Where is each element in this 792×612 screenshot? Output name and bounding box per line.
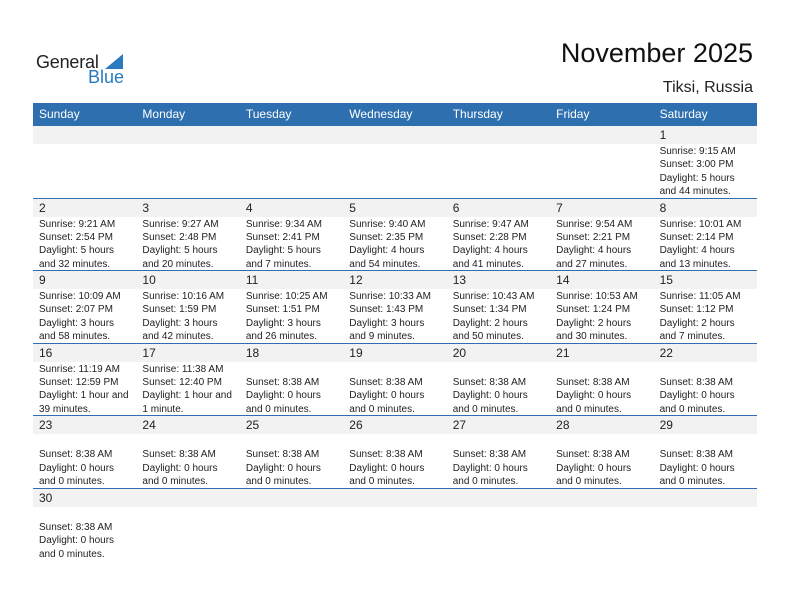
- daylight-minutes-text: and 9 minutes.: [349, 331, 415, 343]
- day-info: [654, 144, 757, 199]
- day-cell: [550, 199, 653, 272]
- day-info: [240, 362, 343, 417]
- day-info: [240, 289, 343, 344]
- sunset-text: [142, 158, 239, 171]
- daylight-text: Daylight: 4 hours: [349, 245, 425, 257]
- sunset-text: Sunset: 2:07 PM: [39, 304, 113, 316]
- weekday-wednesday: Wednesday: [349, 107, 413, 121]
- sunset-text: Sunset: 8:38 AM: [452, 449, 527, 461]
- sunset-text: Sunset: 2:41 PM: [245, 231, 320, 243]
- sunset-text: Sunset: 8:38 AM: [556, 449, 630, 461]
- sunrise-text: [349, 435, 446, 448]
- daylight-minutes-text: and 26 minutes.: [245, 331, 318, 343]
- sunset-text: Sunset: 8:38 AM: [39, 449, 113, 461]
- day-number: 1: [654, 126, 757, 144]
- weekday-sunday: Sunday: [39, 107, 80, 121]
- day-info: [343, 289, 446, 344]
- day-cell: [343, 489, 446, 562]
- daylight-text: [453, 172, 550, 185]
- daylight-minutes-text: and 30 minutes.: [556, 331, 628, 343]
- week-row: [33, 344, 757, 417]
- daylight-minutes-text: and 0 minutes.: [349, 476, 415, 488]
- day-cell: [343, 126, 446, 199]
- sunset-text: Sunset: 1:43 PM: [349, 304, 424, 316]
- daylight-text: [246, 172, 343, 185]
- day-number: [447, 489, 550, 507]
- day-cell: [654, 271, 757, 344]
- daylight-text: Daylight: 0 hours: [349, 390, 425, 402]
- day-number: [343, 489, 446, 507]
- weekday-monday: Monday: [142, 107, 186, 121]
- day-info: [240, 144, 343, 199]
- sunrise-text: Sunrise: 10:16 AM: [142, 291, 225, 302]
- day-cell: [550, 344, 653, 417]
- sunrise-text: Sunrise: 10:43 AM: [452, 291, 535, 302]
- daylight-minutes-text: and 32 minutes.: [39, 258, 111, 270]
- daylight-minutes-text: and 0 minutes.: [452, 403, 519, 415]
- day-cell: [136, 489, 239, 562]
- daylight-minutes-text: and 50 minutes.: [452, 331, 524, 343]
- sunrise-text: Sunrise: 11:05 AM: [659, 291, 741, 302]
- daylight-minutes-text: and 0 minutes.: [245, 476, 312, 488]
- day-number: 6: [447, 199, 550, 217]
- day-cell: [550, 126, 653, 199]
- day-number: [550, 126, 653, 144]
- sunrise-text: Sunrise: 10:25 AM: [245, 291, 328, 302]
- day-info: [343, 217, 446, 272]
- day-number: 10: [136, 271, 239, 289]
- week-row: [33, 489, 757, 562]
- day-number: 22: [654, 344, 757, 362]
- sunrise-text: [453, 145, 550, 158]
- weekday-thursday: Thursday: [452, 107, 503, 121]
- day-cell: [550, 271, 653, 344]
- day-cell: [33, 344, 136, 417]
- day-number: 28: [550, 416, 653, 434]
- day-info: [343, 362, 446, 417]
- day-number: 7: [550, 199, 653, 217]
- day-info: [447, 144, 550, 199]
- logo-word-blue: Blue: [88, 67, 125, 87]
- weekday-header: [33, 103, 757, 126]
- day-cell: [343, 344, 446, 417]
- day-cell: [240, 344, 343, 417]
- sunset-text: Sunset: 2:54 PM: [39, 231, 113, 243]
- sunrise-text: [39, 508, 136, 521]
- day-info: [447, 217, 550, 272]
- daylight-text: Daylight: 0 hours: [452, 462, 528, 474]
- sunrise-text: [39, 145, 136, 158]
- daylight-text: Daylight: 3 hours: [142, 317, 218, 329]
- daylight-minutes-text: and 42 minutes.: [142, 331, 214, 343]
- sunrise-text: [453, 363, 550, 376]
- day-number: 13: [447, 271, 550, 289]
- day-cell: [550, 416, 653, 489]
- day-cell: [240, 126, 343, 199]
- daylight-text: Daylight: 3 hours: [349, 317, 425, 329]
- sunset-text: Sunset: 8:38 AM: [659, 376, 733, 388]
- day-number: [136, 489, 239, 507]
- sunset-text: Sunset: 2:21 PM: [556, 231, 631, 243]
- day-cell: [240, 489, 343, 562]
- day-info: [240, 434, 343, 489]
- daylight-text: Daylight: 0 hours: [39, 462, 115, 474]
- day-number: 5: [343, 199, 446, 217]
- daylight-text: Daylight: 5 hours: [245, 245, 321, 257]
- sunrise-text: Sunrise: 9:21 AM: [39, 218, 116, 230]
- sunset-text: Sunset: 1:12 PM: [659, 304, 734, 316]
- daylight-minutes-text: [246, 185, 343, 198]
- day-info: [654, 217, 757, 272]
- daylight-minutes-text: and 0 minutes.: [39, 476, 105, 488]
- day-cell: [136, 344, 239, 417]
- day-info: [654, 362, 757, 417]
- week-row: [33, 271, 757, 344]
- day-info: [654, 289, 757, 344]
- day-number: 19: [343, 344, 446, 362]
- daylight-text: [349, 172, 446, 185]
- day-info: [33, 217, 136, 272]
- daylight-text: Daylight: 0 hours: [659, 390, 735, 402]
- daylight-text: [556, 172, 653, 185]
- day-number: [136, 126, 239, 144]
- day-cell: [33, 126, 136, 199]
- daylight-text: Daylight: 5 hours: [142, 245, 218, 257]
- day-cell: [343, 271, 446, 344]
- day-number: [447, 126, 550, 144]
- daylight-text: Daylight: 0 hours: [142, 462, 218, 474]
- day-info: [550, 362, 653, 417]
- weeks-container: [33, 126, 757, 561]
- sunrise-text: [349, 145, 446, 158]
- sunrise-text: [556, 363, 653, 376]
- daylight-text: Daylight: 0 hours: [452, 390, 528, 402]
- daylight-text: Daylight: 4 hours: [659, 245, 735, 257]
- daylight-minutes-text: and 0 minutes.: [349, 403, 415, 415]
- sunset-text: Sunset: 12:40 PM: [142, 376, 222, 388]
- sunrise-text: Sunrise: 9:40 AM: [349, 218, 426, 230]
- day-cell: [654, 344, 757, 417]
- day-number: 12: [343, 271, 446, 289]
- sunset-text: Sunset: 8:38 AM: [39, 521, 113, 533]
- sunset-text: Sunset: 8:38 AM: [349, 449, 423, 461]
- sunrise-text: [556, 145, 653, 158]
- sunrise-text: Sunrise: 9:54 AM: [556, 218, 633, 230]
- sunrise-text: [349, 363, 446, 376]
- day-cell: [447, 199, 550, 272]
- day-info: [33, 362, 136, 417]
- day-info: [343, 434, 446, 489]
- day-number: 20: [447, 344, 550, 362]
- sunset-text: [556, 158, 653, 171]
- sunset-text: Sunset: 1:24 PM: [556, 304, 631, 316]
- day-number: 16: [33, 344, 136, 362]
- sunrise-text: [246, 363, 343, 376]
- daylight-text: [142, 172, 239, 185]
- daylight-text: Daylight: 2 hours: [452, 317, 528, 329]
- day-info: [136, 144, 239, 199]
- sunset-text: Sunset: 8:38 AM: [142, 449, 216, 461]
- daylight-minutes-text: and 20 minutes.: [142, 258, 214, 270]
- daylight-minutes-text: and 0 minutes.: [556, 476, 622, 488]
- day-number: 15: [654, 271, 757, 289]
- day-number: [550, 489, 653, 507]
- sunrise-text: [142, 435, 239, 448]
- day-info: [654, 434, 757, 489]
- day-cell: [447, 416, 550, 489]
- day-cell: [240, 199, 343, 272]
- day-number: 4: [240, 199, 343, 217]
- calendar-grid: [33, 103, 757, 561]
- day-info: [33, 289, 136, 344]
- day-cell: [136, 126, 239, 199]
- sunset-text: Sunset: 2:48 PM: [142, 231, 217, 243]
- daylight-minutes-text: and 0 minutes.: [556, 403, 622, 415]
- day-number: 25: [240, 416, 343, 434]
- day-number: 9: [33, 271, 136, 289]
- sunset-text: Sunset: 1:34 PM: [452, 304, 527, 316]
- day-number: 24: [136, 416, 239, 434]
- day-cell: [136, 271, 239, 344]
- daylight-minutes-text: and 0 minutes.: [245, 403, 312, 415]
- sunset-text: Sunset: 8:38 AM: [245, 449, 320, 461]
- day-number: [33, 126, 136, 144]
- weekday-saturday: Saturday: [659, 107, 708, 121]
- sunset-text: Sunset: 2:35 PM: [349, 231, 424, 243]
- day-info: [447, 362, 550, 417]
- daylight-text: Daylight: 2 hours: [659, 317, 735, 329]
- day-info: [550, 289, 653, 344]
- day-number: 26: [343, 416, 446, 434]
- daylight-minutes-text: [453, 185, 550, 198]
- day-info: [136, 362, 239, 417]
- day-cell: [33, 271, 136, 344]
- day-cell: [654, 199, 757, 272]
- day-info: [550, 144, 653, 199]
- sunset-text: [246, 158, 343, 171]
- day-info: [136, 289, 239, 344]
- daylight-minutes-text: and 0 minutes.: [659, 476, 726, 488]
- sunrise-text: [142, 145, 239, 158]
- location-label: Tiksi, Russia: [662, 79, 753, 96]
- sunset-text: Sunset: 8:38 AM: [245, 376, 320, 388]
- day-number: [240, 489, 343, 507]
- sunrise-text: [246, 435, 343, 448]
- week-row: [33, 126, 757, 199]
- day-cell: [447, 489, 550, 562]
- sunset-text: [349, 158, 446, 171]
- sunrise-text: Sunrise: 9:15 AM: [659, 146, 736, 157]
- daylight-minutes-text: [142, 185, 239, 198]
- daylight-minutes-text: 1 minute.: [142, 403, 184, 415]
- sunset-text: Sunset: 3:00 PM: [659, 159, 734, 171]
- day-cell: [550, 489, 653, 562]
- sunset-text: Sunset: 8:38 AM: [556, 376, 630, 388]
- day-info: [550, 217, 653, 272]
- day-info: [136, 434, 239, 489]
- sunrise-text: Sunrise: 10:09 AM: [39, 291, 121, 302]
- daylight-minutes-text: [39, 185, 136, 198]
- daylight-text: Daylight: 0 hours: [659, 462, 735, 474]
- sunset-text: Sunset: 8:38 AM: [452, 376, 527, 388]
- sunrise-text: Sunrise: 10:53 AM: [556, 291, 638, 302]
- daylight-text: Daylight: 4 hours: [452, 245, 528, 257]
- daylight-text: [39, 172, 136, 185]
- daylight-text: Daylight: 1 hour and: [39, 390, 129, 402]
- day-number: [343, 126, 446, 144]
- day-cell: [136, 199, 239, 272]
- daylight-minutes-text: and 58 minutes.: [39, 331, 111, 343]
- sunrise-text: [246, 145, 343, 158]
- daylight-minutes-text: and 0 minutes.: [142, 476, 209, 488]
- daylight-minutes-text: and 54 minutes.: [349, 258, 421, 270]
- week-row: [33, 199, 757, 272]
- day-info: [447, 289, 550, 344]
- daylight-text: Daylight: 0 hours: [556, 390, 632, 402]
- day-number: 17: [136, 344, 239, 362]
- general-blue-logo: [36, 52, 136, 88]
- daylight-minutes-text: [349, 185, 446, 198]
- day-cell: [654, 416, 757, 489]
- day-cell: [447, 344, 550, 417]
- sunrise-text: [660, 363, 757, 376]
- day-number: 8: [654, 199, 757, 217]
- day-cell: [343, 416, 446, 489]
- day-number: 11: [240, 271, 343, 289]
- daylight-text: Daylight: 5 hours: [659, 172, 735, 184]
- day-number: 21: [550, 344, 653, 362]
- day-number: 23: [33, 416, 136, 434]
- day-cell: [240, 416, 343, 489]
- sunrise-text: [556, 435, 653, 448]
- day-info: [240, 217, 343, 272]
- day-number: [654, 489, 757, 507]
- sunset-text: Sunset: 8:38 AM: [659, 449, 733, 461]
- sunset-text: Sunset: 2:14 PM: [659, 231, 734, 243]
- sunrise-text: Sunrise: 11:38 AM: [142, 363, 224, 375]
- sunset-text: Sunset: 12:59 PM: [39, 376, 119, 388]
- day-number: [240, 126, 343, 144]
- sunset-text: Sunset: 1:59 PM: [142, 304, 217, 316]
- sunset-text: [453, 158, 550, 171]
- daylight-text: Daylight: 0 hours: [245, 462, 321, 474]
- day-number: 18: [240, 344, 343, 362]
- daylight-text: Daylight: 0 hours: [349, 462, 425, 474]
- week-row: [33, 416, 757, 489]
- day-info: [33, 507, 136, 562]
- daylight-text: Daylight: 5 hours: [39, 245, 115, 257]
- daylight-text: Daylight: 2 hours: [556, 317, 632, 329]
- sunset-text: [39, 158, 136, 171]
- day-cell: [136, 416, 239, 489]
- day-cell: [33, 489, 136, 562]
- day-info: [33, 144, 136, 199]
- day-cell: [654, 489, 757, 562]
- sunrise-text: Sunrise: 9:47 AM: [452, 218, 529, 230]
- day-number: 27: [447, 416, 550, 434]
- daylight-text: Daylight: 0 hours: [556, 462, 632, 474]
- day-info: [136, 217, 239, 272]
- daylight-minutes-text: [556, 185, 653, 198]
- day-number: 3: [136, 199, 239, 217]
- day-cell: [654, 126, 757, 199]
- day-cell: [240, 271, 343, 344]
- daylight-minutes-text: and 7 minutes.: [659, 331, 726, 343]
- daylight-text: Daylight: 1 hour and: [142, 390, 232, 402]
- daylight-minutes-text: and 41 minutes.: [452, 258, 524, 270]
- daylight-text: Daylight: 4 hours: [556, 245, 632, 257]
- sunrise-text: [39, 435, 136, 448]
- daylight-minutes-text: and 13 minutes.: [659, 258, 731, 270]
- day-cell: [33, 416, 136, 489]
- sunrise-text: [660, 435, 757, 448]
- logo-word-general: General: [36, 52, 99, 72]
- daylight-minutes-text: and 7 minutes.: [245, 258, 312, 270]
- sunrise-text: [453, 435, 550, 448]
- day-cell: [447, 126, 550, 199]
- sunrise-text: Sunrise: 10:33 AM: [349, 291, 431, 302]
- sunset-text: Sunset: 1:51 PM: [245, 304, 320, 316]
- daylight-minutes-text: 39 minutes.: [39, 403, 91, 415]
- day-info: [343, 144, 446, 199]
- day-cell: [343, 199, 446, 272]
- daylight-minutes-text: and 0 minutes.: [659, 403, 726, 415]
- daylight-minutes-text: and 27 minutes.: [556, 258, 628, 270]
- weekday-tuesday: Tuesday: [245, 107, 292, 121]
- weekday-friday: Friday: [556, 107, 590, 121]
- page-title: November 2025: [560, 38, 753, 68]
- sunrise-text: Sunrise: 11:19 AM: [39, 363, 120, 375]
- daylight-text: Daylight: 3 hours: [245, 317, 321, 329]
- sunrise-text: Sunrise: 10:01 AM: [659, 218, 742, 230]
- day-number: 14: [550, 271, 653, 289]
- sunset-text: Sunset: 8:38 AM: [349, 376, 423, 388]
- daylight-text: Daylight: 3 hours: [39, 317, 115, 329]
- day-number: 2: [33, 199, 136, 217]
- daylight-minutes-text: and 0 minutes.: [39, 548, 105, 560]
- sunrise-text: Sunrise: 9:34 AM: [245, 218, 322, 230]
- daylight-minutes-text: and 44 minutes.: [659, 186, 731, 198]
- day-info: [447, 434, 550, 489]
- day-info: [33, 434, 136, 489]
- daylight-text: Daylight: 0 hours: [39, 535, 115, 547]
- day-number: 29: [654, 416, 757, 434]
- sunrise-text: Sunrise: 9:27 AM: [142, 218, 219, 230]
- day-info: [550, 434, 653, 489]
- daylight-minutes-text: and 0 minutes.: [452, 476, 519, 488]
- sunset-text: Sunset: 2:28 PM: [452, 231, 527, 243]
- day-cell: [33, 199, 136, 272]
- daylight-text: Daylight: 0 hours: [245, 390, 321, 402]
- day-cell: [447, 271, 550, 344]
- day-number: 30: [33, 489, 136, 507]
